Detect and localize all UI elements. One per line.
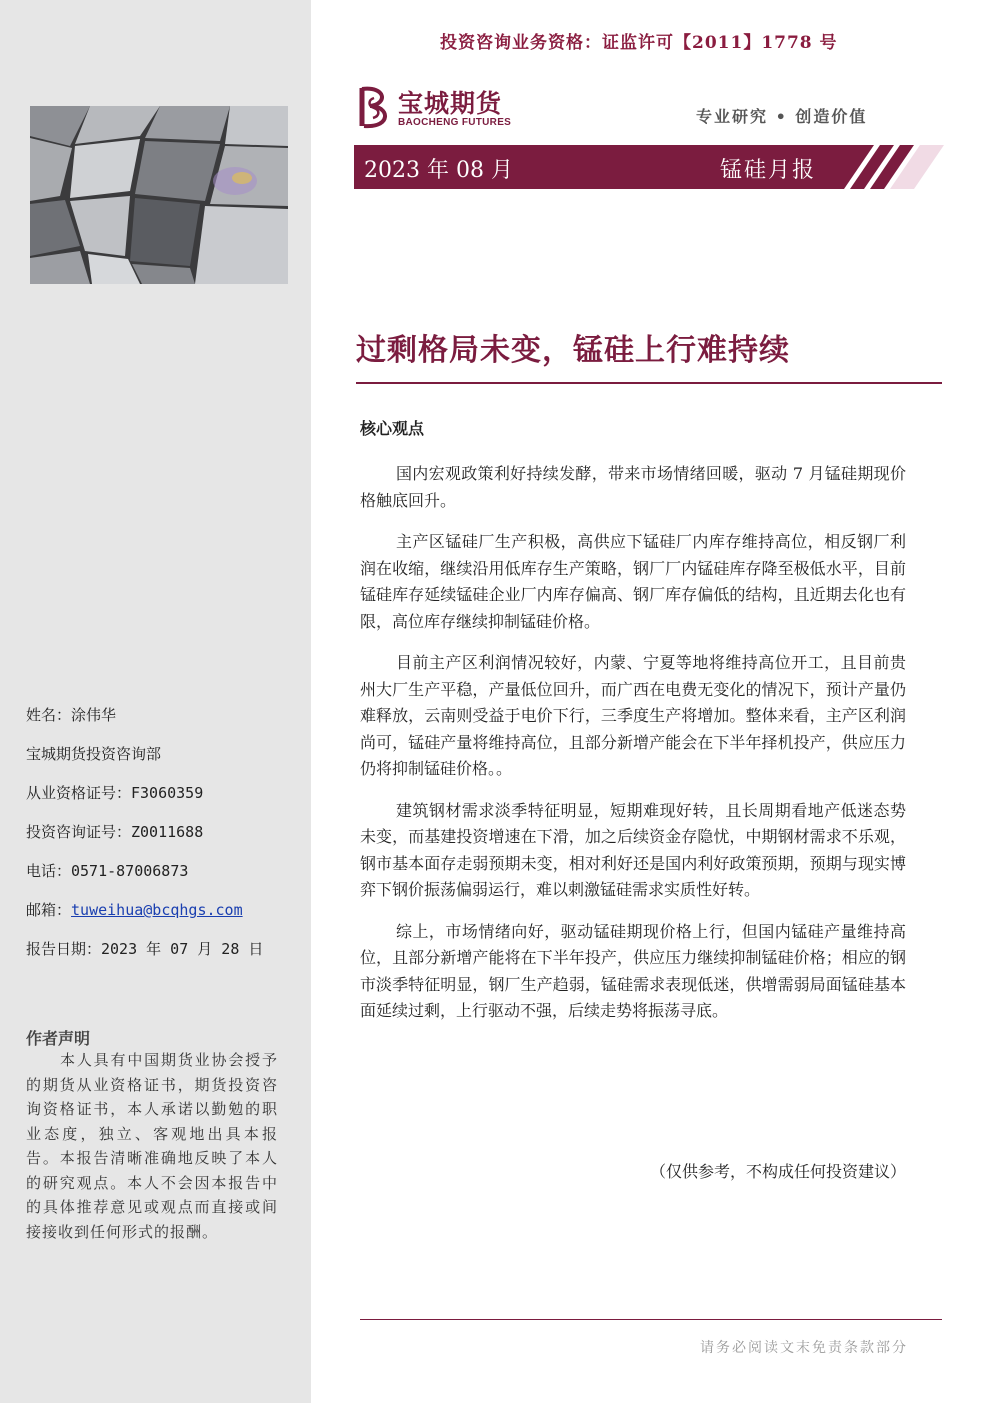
headline-divider bbox=[356, 382, 942, 384]
footer-note: 请务必阅读文末免责条款部分 bbox=[700, 1340, 908, 1356]
email-label: 邮箱： bbox=[26, 901, 72, 919]
paragraph: 国内宏观政策利好持续发酵，带来市场情绪回暖，驱动 7 月锰硅期现价格触底回升。 bbox=[360, 464, 906, 510]
company-logo bbox=[356, 84, 526, 132]
footer-divider bbox=[360, 1319, 942, 1320]
statement-text: 本人具有中国期货业协会授予的期货从业资格证书，期货投资咨询资格证书，本人承诺以勤勉的职业态度，独立、客观地出具本报告。本报告清晰准确地反映了本人的研究观点。本人不会因本报告中的具体推荐意见或观点而直接或间接接收到任何形式的报酬。 bbox=[26, 1051, 278, 1241]
paragraph: 主产区锰硅厂生产积极，高供应下锰硅厂内库存维持高位，相反钢厂利润在收缩，继续沿用低库存生产策略，钢厂厂内锰硅库存降至极低水平，目前锰硅库存延续锰硅企业厂内库存偏高、钢厂库存偏低的结构，且近期去化也有限，高位库存继续抑制锰硅价格。 bbox=[360, 532, 906, 631]
author-qualification-no: 从业资格证号：F3060359 bbox=[26, 784, 204, 802]
slogan: 专业研究 • 创造价值 bbox=[696, 107, 868, 126]
ferrosilicon-manganese-photo bbox=[30, 106, 288, 284]
author-consulting-no: 投资咨询证号：Z0011688 bbox=[26, 823, 204, 841]
author-email-row bbox=[26, 899, 296, 938]
disclaimer: （仅供参考，不构成任何投资建议） bbox=[649, 1162, 906, 1181]
license-line: 投资咨询业务资格：证监许可【2011】1778 号 bbox=[440, 33, 838, 53]
logo-text-cn: 宝城期货 bbox=[398, 89, 503, 118]
report-date-banner: 2023 年 08 月 bbox=[364, 158, 513, 183]
section-title: 核心观点 bbox=[360, 419, 425, 438]
author-name: 姓名：涂伟华 bbox=[26, 706, 117, 724]
sidebar bbox=[0, 0, 311, 1403]
paragraph: 综上，市场情绪向好，驱动锰硅期现价格上行，但国内锰硅产量维持高位，且部分新增产能将在下半年投产，供应压力继续抑制锰硅价格；相应的钢市淡季特征明显，钢厂生产趋弱，锰硅需求表现低迷，供增需弱局面锰硅基本面延续过剩，上行驱动不强，后续走势将振荡寻底。 bbox=[360, 921, 906, 1020]
report-headline: 过剩格局未变，锰硅上行难持续 bbox=[356, 333, 790, 368]
report-banner bbox=[354, 145, 944, 189]
report-body bbox=[360, 461, 906, 1040]
paragraph: 目前主产区利润情况较好，内蒙、宁夏等地将维持高位开工，且目前贵州大厂生产平稳，产量低位回升，而广西在电费无变化的情况下，预计产量仍难释放，云南则受益于电价下行，三季度生产将增加。整体来看，主产区利润尚可，锰硅产量将维持高位，且部分新增产能会在下半年择机投产，供应压力仍将抑制锰硅价格。。 bbox=[360, 653, 906, 778]
author-info bbox=[26, 704, 296, 977]
logo-mark-icon bbox=[356, 84, 396, 130]
statement-title: 作者声明 bbox=[26, 1029, 91, 1048]
author-dept: 宝城期货投资咨询部 bbox=[26, 745, 162, 763]
author-phone: 电话：0571-87006873 bbox=[26, 862, 189, 880]
paragraph: 建筑钢材需求淡季特征明显，短期难现好转，且长周期看地产低迷态势未变，而基建投资增速在下滑，加之后续资金存隐忧，中期钢材需求不乐观，钢市基本面存走弱预期未变，相对利好还是国内利好政策预期，预期与现实博弈下钢价振荡偏弱运行，难以刺激锰硅需求实质性好转。 bbox=[360, 800, 906, 899]
email-link[interactable]: tuweihua@bcqhgs.com bbox=[71, 901, 243, 919]
logo-text-en: BAOCHENG FUTURES bbox=[398, 117, 512, 128]
report-date: 报告日期：2023 年 07 月 28 日 bbox=[26, 940, 264, 958]
report-type: 锰硅月报 bbox=[720, 158, 817, 183]
